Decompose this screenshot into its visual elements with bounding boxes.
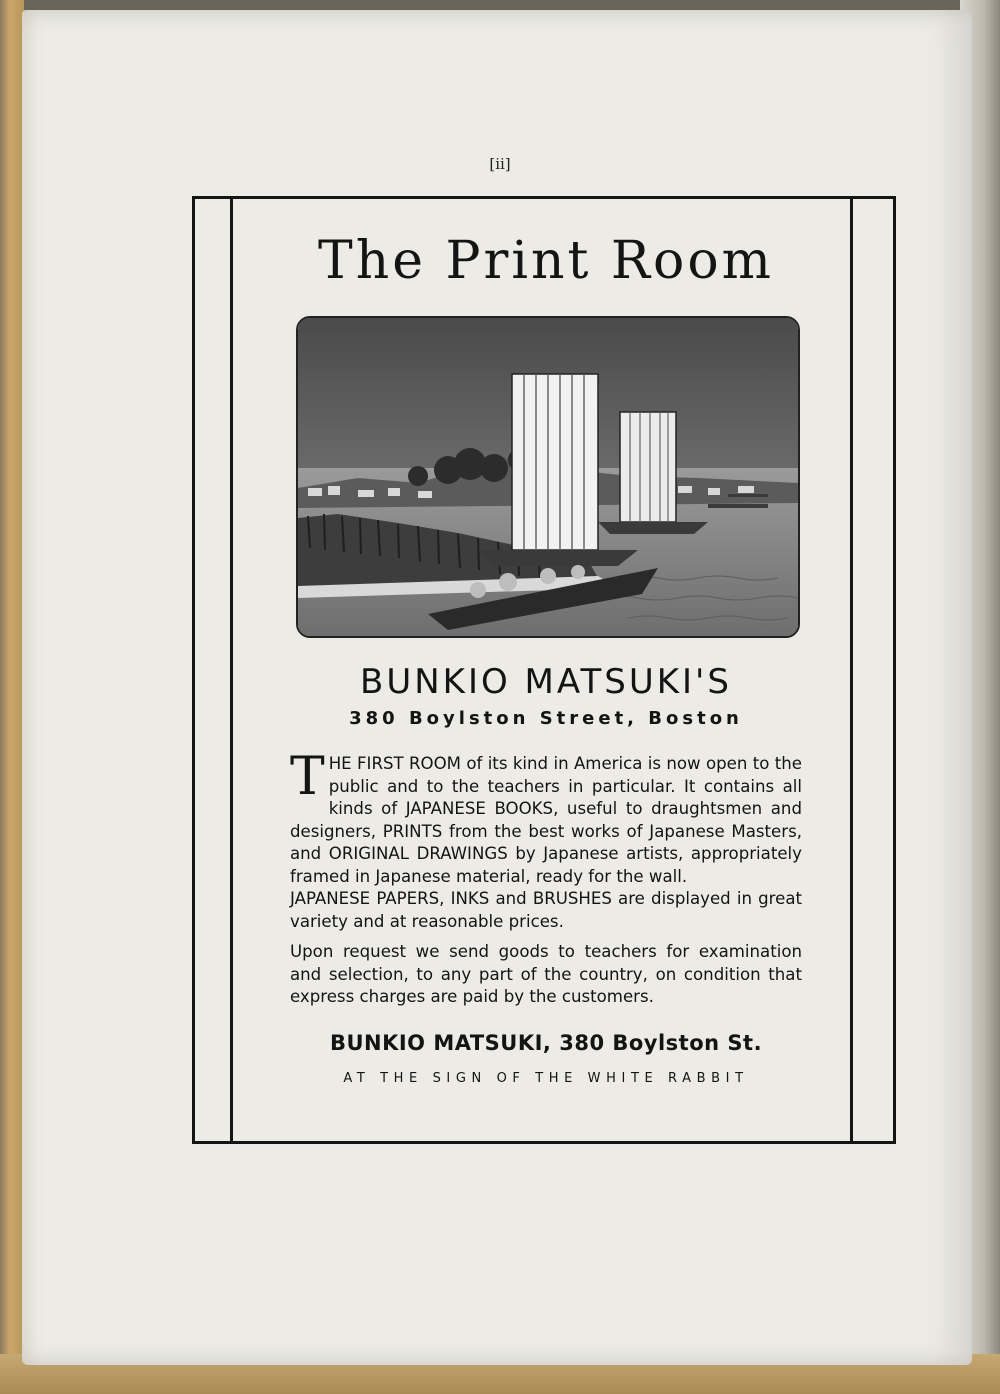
merchant-name: BUNKIO MATSUKI'S	[360, 662, 732, 702]
tagline: AT THE SIGN OF THE WHITE RABBIT	[343, 1070, 749, 1086]
body-paragraph-2: Upon request we send goods to teachers for examination and selection, to any part of the country, on condition that express charges are paid by the customers.	[290, 942, 802, 1006]
merchant-address: 380 Boylston Street, Boston	[349, 708, 743, 729]
advertisement-content	[290, 220, 802, 1086]
body-paragraph-1b: JAPANESE PAPERS, INKS and BRUSHES are displayed in great variety and at reasonable prices.	[290, 889, 802, 931]
page-number: [ii]	[489, 155, 511, 173]
book-left-edge	[0, 0, 24, 1394]
advertisement-title: The Print Room	[318, 231, 774, 291]
advertisement-body	[290, 747, 802, 1009]
frame-inner-rule-left	[230, 198, 233, 1142]
frame-inner-rule-right	[850, 198, 853, 1142]
boats-illustration	[296, 316, 800, 638]
dropcap-letter: T	[290, 747, 325, 807]
signature-line: BUNKIO MATSUKI, 380 Boylston St.	[329, 1030, 763, 1055]
boats-illustration-drawing	[298, 318, 798, 636]
body-paragraph-1: HE FIRST ROOM of its kind in America is now open to the public and to the teachers in particular. It contains all kinds of JAPANESE BOOKS, useful to draughtsmen and designers, PRINTS from the best works of Japanese Masters, and ORIGINAL DRAWINGS by Japanese artists, appropriately framed in Japanese material, ready for the wall.	[290, 754, 802, 886]
